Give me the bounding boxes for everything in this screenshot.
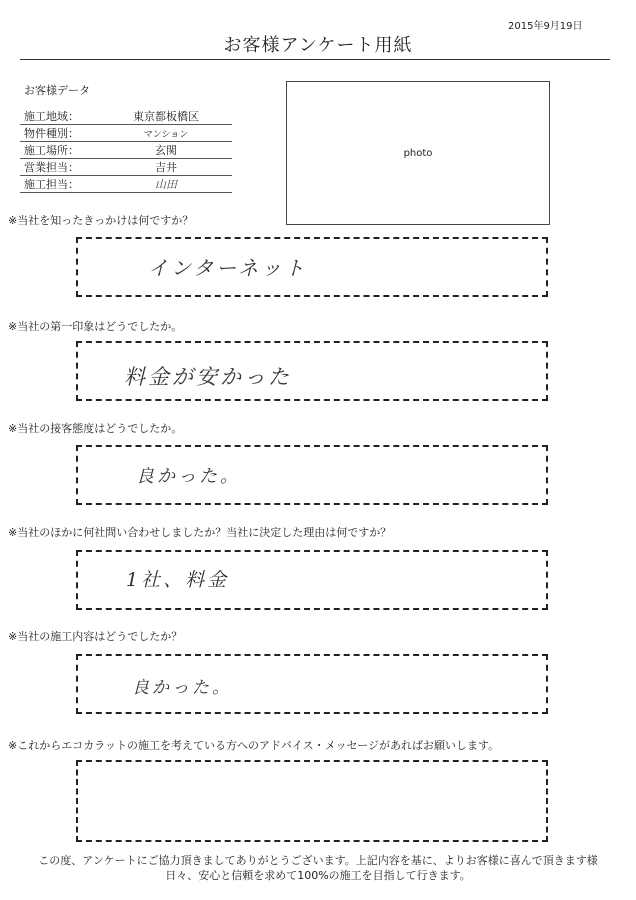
row-label: 施工地域：	[24, 110, 79, 123]
footer-line-1: この度、アンケートにご協力頂きましてありがとうございます。上記内容を基に、よりお客様に喜んで頂きます様	[38, 854, 598, 867]
question-1: ※当社を知ったきっかけは何ですか？	[8, 214, 194, 227]
customer-row-area	[20, 108, 232, 125]
question-3: ※当社の接客態度はどうでしたか。	[8, 422, 183, 435]
page-title: お客様アンケート用紙	[223, 35, 413, 56]
question-5: ※当社の施工内容はどうでしたか？	[8, 630, 183, 643]
row-value: 東京都板橋区	[133, 110, 199, 123]
answer-2-handwritten: 料金が安かった	[124, 365, 292, 389]
question-4: ※当社のほかに何社問い合わせしましたか？当社に決定した理由は何ですか？	[8, 526, 392, 539]
answer-box-6	[76, 760, 548, 842]
answer-4-handwritten: 1社、料金	[126, 569, 230, 591]
answer-3-handwritten: 良かった。	[136, 466, 241, 487]
title-divider	[20, 59, 610, 60]
row-label: 営業担当：	[24, 161, 79, 174]
customer-data-table	[20, 108, 232, 193]
row-value-handwritten: 山田	[155, 178, 177, 191]
answer-box-1	[76, 237, 548, 297]
row-value: 吉井	[155, 161, 177, 174]
row-label: 施工担当：	[24, 178, 79, 191]
answer-5-handwritten: 良かった。	[132, 678, 232, 698]
customer-data-heading: お客様データ	[24, 84, 90, 97]
row-value: マンション	[143, 129, 189, 140]
photo-placeholder	[286, 81, 550, 225]
survey-date: 2015年9月19日	[508, 21, 583, 32]
question-6: ※これからエコカラットの施工を考えている方へのアドバイス・メッセージがあればお願いします。	[8, 739, 500, 752]
photo-label: photo	[403, 147, 433, 159]
question-2: ※当社の第一印象はどうでしたか。	[8, 320, 183, 333]
row-value: 玄関	[155, 144, 177, 157]
customer-row-sales-rep	[20, 159, 232, 176]
footer-message	[0, 853, 636, 883]
answer-1-handwritten: インターネット	[148, 256, 308, 280]
row-label: 物件種別：	[24, 127, 79, 140]
customer-row-property-type	[20, 125, 232, 142]
row-label: 施工場所：	[24, 144, 79, 157]
footer-line-2: 日々、安心と信頼を求めて100%の施工を目指して行きます。	[165, 869, 471, 882]
customer-row-location	[20, 142, 232, 159]
customer-row-installer	[20, 176, 232, 193]
